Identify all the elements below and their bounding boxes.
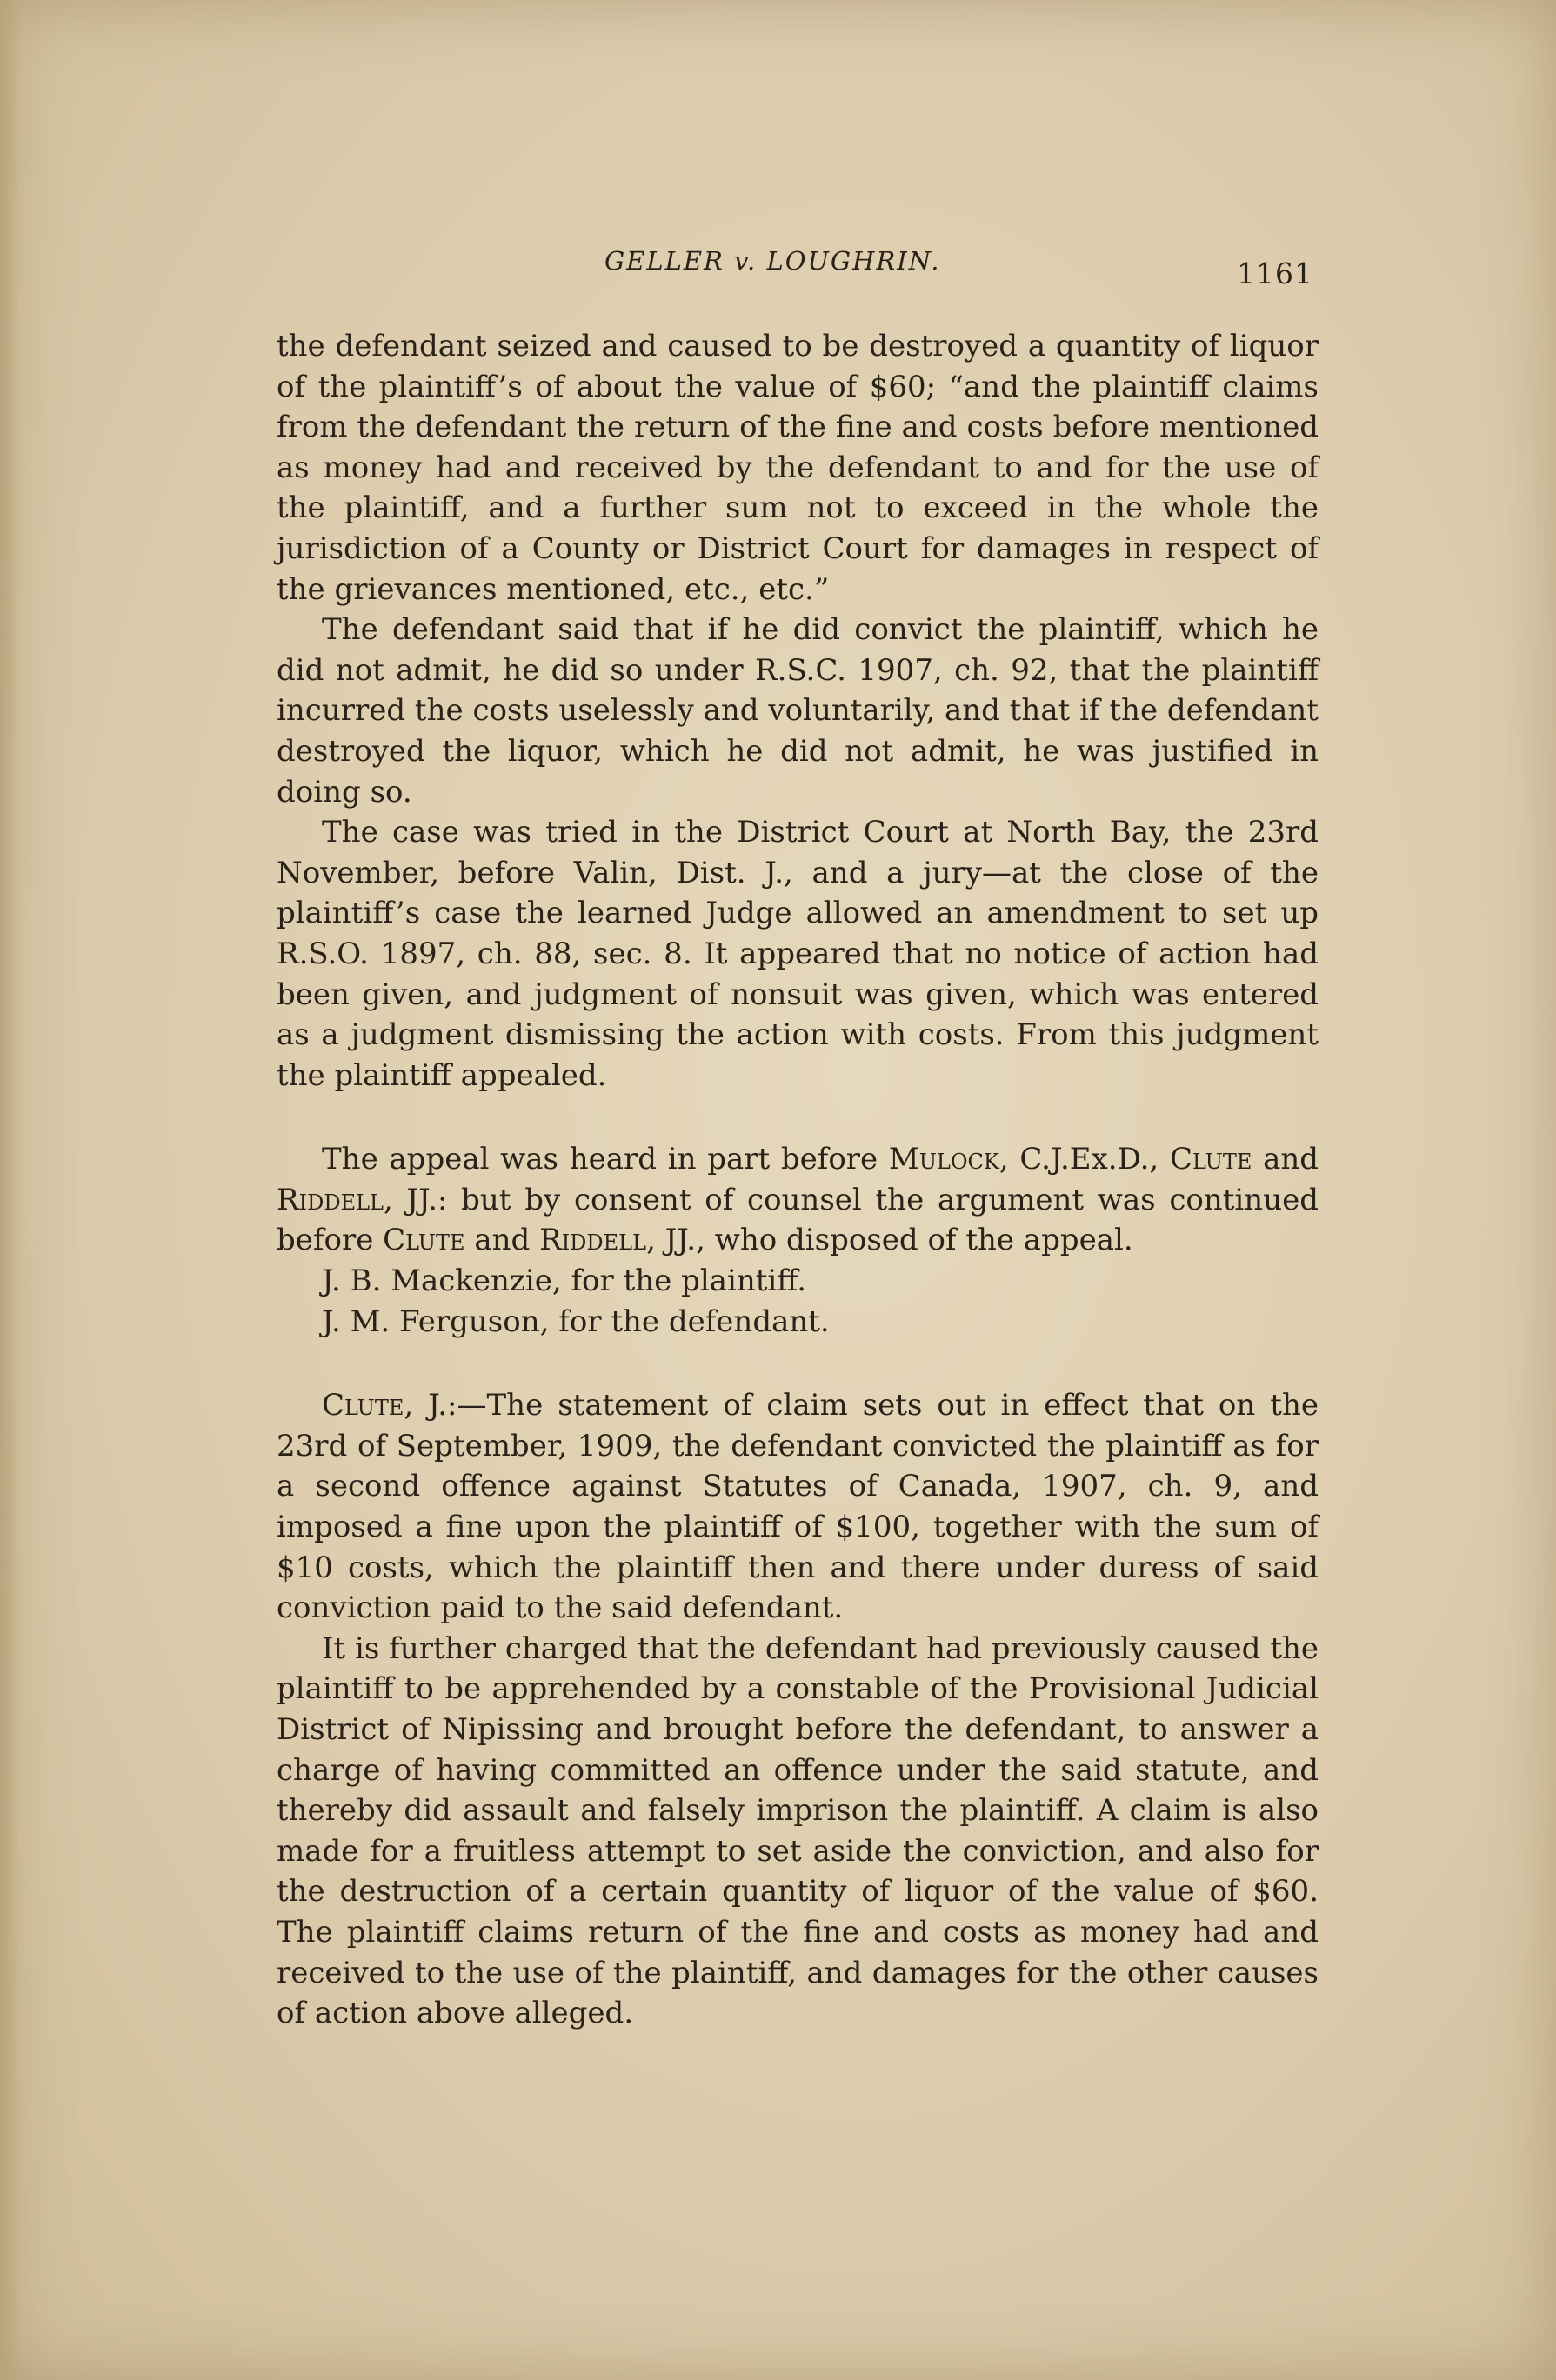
appeal-text-1: The appeal was heard in part before <box>322 1142 889 1177</box>
judge-name: Mulock <box>888 1142 999 1177</box>
running-title: GELLER v. LOUGHRIN. <box>604 246 941 276</box>
judge-name: Clute <box>383 1223 465 1258</box>
judge-name: Riddell <box>277 1182 384 1217</box>
paragraph-judgment-opening <box>277 1385 1319 1629</box>
counsel-plaintiff: J. B. Mackenzie, for the plaintiff. <box>322 1263 807 1299</box>
appeal-text-2: , C.J.Ex.D., <box>998 1142 1170 1177</box>
paragraph-appeal-heard <box>277 1139 1319 1261</box>
page-gutter-shadow <box>0 0 19 2380</box>
judgment-text: , J.:—The statement of claim sets out in effect that on the 23rd of September, 1909, the defendant convicted the plaintiff as for a second offence against Statutes of Canada, 1907, ch. 9, and imposed a fine upon the plaintiff of $100, together with the sum of $10 costs, which the plaintiff then and there under duress of said conviction paid to the said defendant. <box>277 1388 1319 1626</box>
paragraph-claim-continued: the defendant seized and caused to be destroyed a quantity of liquor of the plaintiff’s of about the value of $60; “and the plaintiff claims from the defendant the return of the fine and costs before mentioned as money had and received by the defendant to and for the use of the plaintiff, and a further sum not to exceed in the whole the jurisdiction of a County or District Court for damages in respect of the grievances mentioned, etc., etc.” <box>277 329 1319 607</box>
page-number: 1161 <box>1237 257 1313 290</box>
running-head <box>278 239 1313 291</box>
judge-name: Clute <box>1169 1142 1252 1177</box>
body-text <box>277 326 1319 2034</box>
paragraph-trial: The case was tried in the District Court at North Bay, the 23rd November, before Valin, Dist. J., and a jury—at the close of the plaintiff’s case the learned Judge allowed an amendment to set up R.S.O. 1897, ch. 88, sec. 8. It appeared that no notice of action had been given, and judgment of nonsuit was given, which was entered as a judgment dismissing the action with costs. From this judgment the plaintiff appealed. <box>277 815 1319 1093</box>
paragraph-further-charge: It is further charged that the defendant had previously caused the plaintiff to be apprehended by a constable of the Provisional Judicial District of Nipissing and brought before the defendant, to answer a charge of having committed an offence under the said statute, and thereby did assault and falsely imprison the plaintiff. A claim is also made for a fruitless attempt to set aside the conviction, and also for the destruction of a certain quantity of liquor of the value of $60. The plaintiff claims return of the fine and costs as money had and received to the use of the plaintiff, and damages for the other causes of action above alleged. <box>277 1630 1319 2031</box>
appeal-text-5: and <box>464 1223 540 1258</box>
judge-name: Clute <box>322 1388 404 1423</box>
counsel-defendant: J. M. Ferguson, for the defendant. <box>322 1303 830 1339</box>
appeal-text-6: , JJ., who disposed of the appeal. <box>646 1223 1133 1258</box>
paragraph-defence: The defendant said that if he did convict the plaintiff, which he did not admit, he did so under R.S.C. 1907, ch. 92, that the plaintiff incurred the costs uselessly and voluntarily, and that if the defendant destroyed the liquor, which he did not admit, he was justified in doing so. <box>277 612 1319 810</box>
appeal-text-4: , JJ.: but by consent of counsel the argument was continued before <box>277 1182 1319 1258</box>
appeal-text-3: and <box>1252 1142 1319 1177</box>
judge-name: Riddell <box>539 1223 647 1258</box>
